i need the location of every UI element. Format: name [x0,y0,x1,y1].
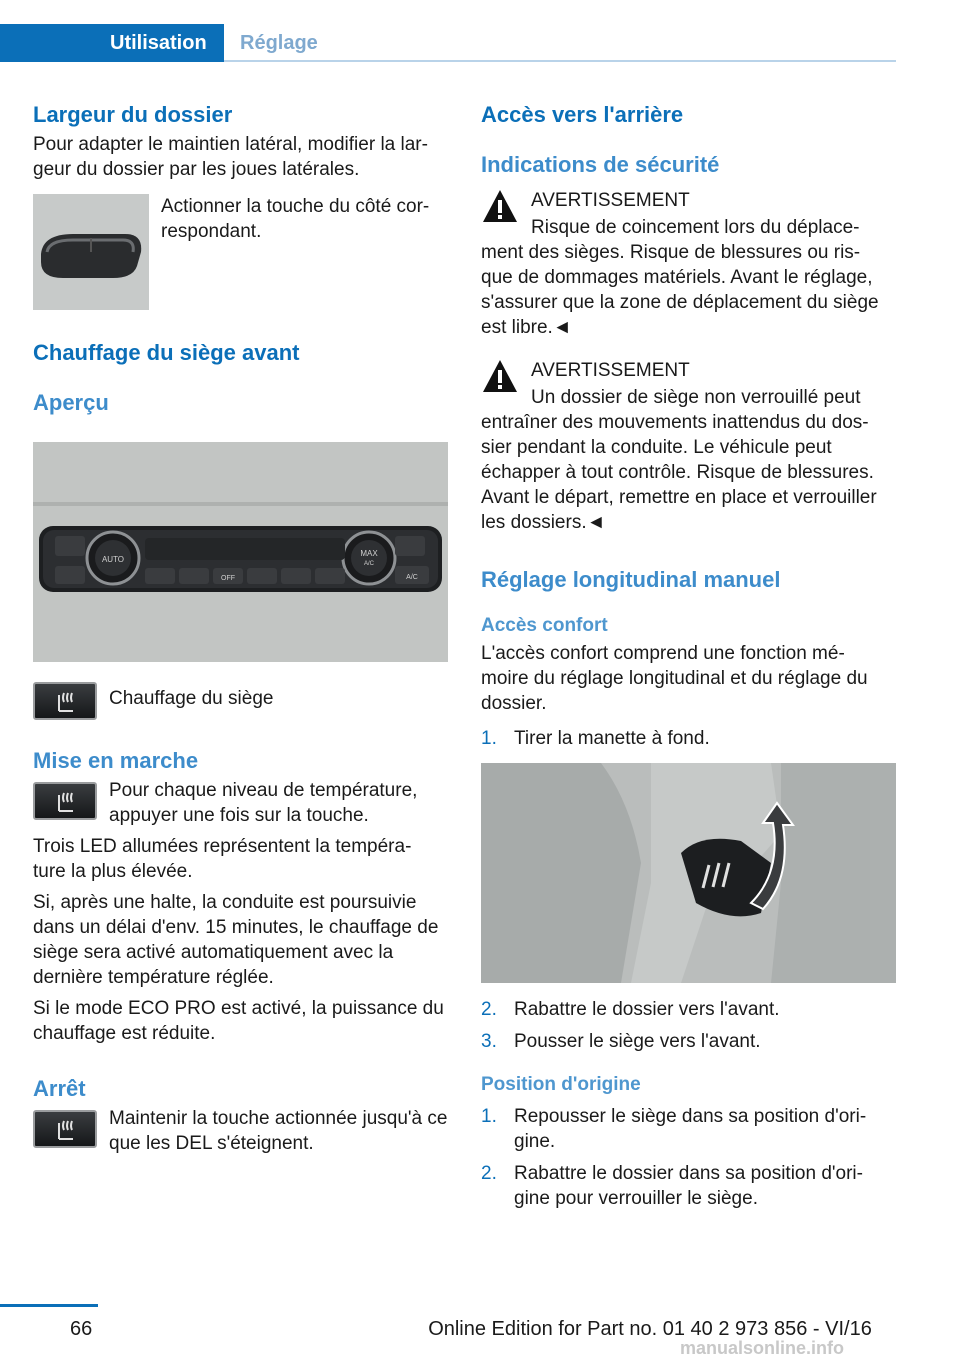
steps-origine [481,1104,896,1211]
list-item: 1. Repousser le siège dans sa position d'ori‐ gine. [481,1106,867,1152]
list-item: 2. Rabattre le dossier vers l'avant. [481,999,780,1020]
list-item: 1. Tirer la manette à fond. [481,728,710,749]
text-actionner: Actionner la touche du côté cor‐ respondant. [161,196,430,242]
mise-row [33,778,448,828]
largeur-row [33,194,448,310]
text-mise: Pour chaque niveau de température, appuyer une fois sur la touche. [109,780,418,826]
climate-panel-image [33,442,448,662]
seat-heating-icon [33,682,97,720]
heading-acces-arriere: Accès vers l'arrière [481,102,684,127]
heading-chauffage-siege: Chauffage du siège avant [33,340,300,365]
text-arret: Maintenir la touche actionnée jusqu'à ce que les DEL s'éteignent. [109,1108,448,1154]
text-largeur: Pour adapter le maintien latéral, modifier la lar‐ geur du dossier par les joues latérales. [33,134,428,180]
warning-2-title: AVERTISSEMENT [531,360,690,381]
backrest-width-button-image [33,194,149,310]
text-acces-confort: L'accès confort comprend une fonction mé‐ moire du réglage longitudinal et du réglage du dossier. [481,643,868,714]
tab-utilisation[interactable]: Utilisation [0,24,224,62]
warning-triangle-icon [481,358,519,396]
warning-1-first-line: Risque de coincement lors du déplace‐ [531,217,860,238]
heading-reglage-longitudinal: Réglage longitudinal manuel [481,567,781,592]
arret-row [33,1106,448,1156]
list-item: 2. Rabattre le dossier dans sa position d'ori‐ gine pour verrouiller le siège. [481,1163,863,1209]
list-item: 3. Pousser le siège vers l'avant. [481,1031,761,1052]
footer-rule [0,1304,98,1307]
warning-1 [481,188,896,240]
heading-largeur-dossier: Largeur du dossier [33,102,233,127]
text-si-halte: Si, après une halte, la conduite est poursuivie dans un délai d'env. 15 minutes, le chauffage de siège sera activé automatiquement avec la dernière température réglée. [33,892,439,988]
seat-heating-icon [33,782,97,820]
left-column [33,100,448,1156]
panel-off-label: OFF [221,575,235,582]
warning-1-title: AVERTISSEMENT [531,190,690,211]
warning-triangle-icon [481,188,519,226]
warning-2-text: entraîner des mouvements inattendus du dos‐ sier pendant la conduite. Le véhicule peut échapper à tout contrôle. Risque de blessures. Avant le départ, remettre en place et verrouiller les dossiers.◄ [481,412,877,533]
page-header [0,0,960,62]
warning-2 [481,358,896,410]
heading-indications-securite: Indications de sécurité [481,152,720,177]
panel-ac-label: A/C [406,574,418,581]
warning-2-first-line: Un dossier de siège non verrouillé peut [531,387,861,408]
caption-row [33,682,448,720]
heading-apercu: Aperçu [33,390,109,415]
seat-heating-icon [33,1110,97,1148]
panel-auto-label: AUTO [101,555,125,564]
heading-position-origine: Position d'origine [481,1074,641,1095]
caption-chauffage: Chauffage du siège [109,688,274,709]
heading-arret: Arrêt [33,1076,86,1101]
header-rule [224,60,896,62]
text-eco-pro: Si le mode ECO PRO est activé, la puissance du chauffage est réduite. [33,998,444,1044]
heading-mise-en-marche: Mise en marche [33,748,199,773]
steps-confort-part2 [481,997,896,1054]
tab-reglage[interactable]: Réglage [240,32,318,54]
right-column [481,100,896,1218]
warning-1-text: ment des sièges. Risque de blessures ou ris‐ que de dommages matériels. Avant le réglage, s'assurer que la zone de déplacement du siège est libre.◄ [481,242,879,338]
heading-acces-confort: Accès confort [481,615,608,636]
seat-lever-image [481,763,896,983]
page-number: 66 [70,1318,93,1340]
edition-text: Online Edition for Part no. 01 40 2 973 856 - VI/16 [428,1318,872,1340]
panel-max-label: MAX [360,549,378,558]
watermark: manualsonline.info [680,1338,845,1358]
text-trois-led: Trois LED allumées représentent la tempéra‐ ture la plus élevée. [33,836,412,882]
steps-confort-part1 [481,726,896,751]
panel-max-ac-label: A/C [363,561,375,567]
